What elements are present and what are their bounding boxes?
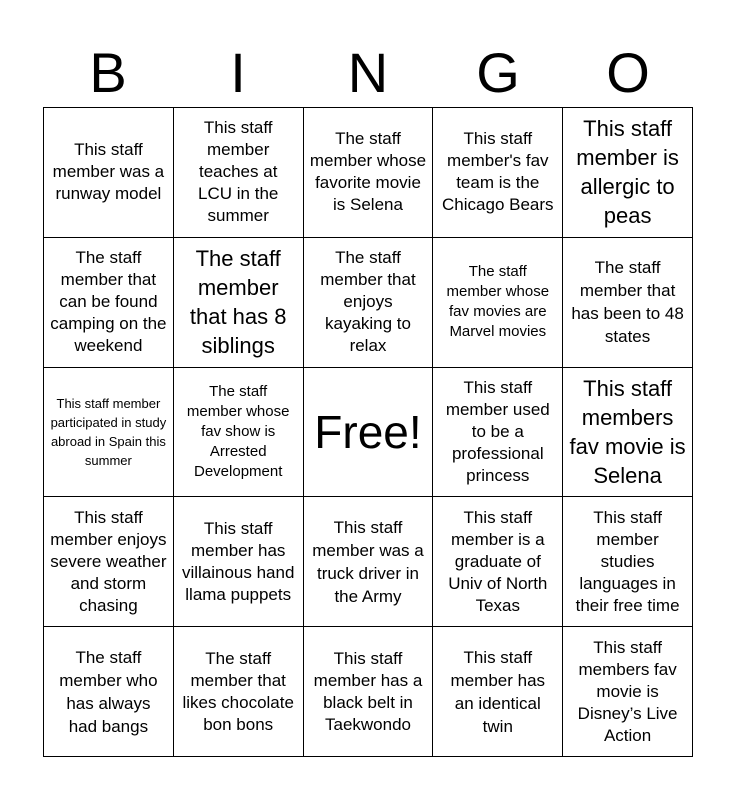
bingo-cell[interactable] [44, 238, 174, 368]
bingo-cell[interactable] [433, 627, 563, 757]
bingo-cell[interactable] [563, 108, 693, 238]
cell-text: The staff member who has always had bangs [59, 647, 158, 736]
bingo-cell[interactable] [563, 368, 693, 498]
bingo-cell[interactable] [563, 627, 693, 757]
cell-text: This staff member used to be a professional princess [445, 377, 550, 485]
cell-text: This staff members fav movie is Selena [569, 375, 686, 488]
bingo-cell[interactable] [304, 627, 434, 757]
bingo-cell[interactable] [433, 497, 563, 627]
cell-text: The staff member whose fav show is Arrested Development [186, 382, 290, 480]
cell-text: This staff member has villainous hand llama puppets [181, 518, 295, 604]
cell-text: The staff member that likes chocolate bon bons [182, 648, 294, 734]
header-letter-b: B [89, 41, 127, 104]
cell-text: This staff member is a graduate of Univ of North Texas [448, 507, 548, 615]
header-letter-o: O [606, 41, 650, 104]
cell-text: This staff member was a runway model [52, 140, 165, 204]
cell-text: This staff member has a black belt in Taekwondo [313, 648, 423, 734]
cell-text: The staff member that can be found camping on the weekend [50, 248, 167, 356]
cell-text: The staff member whose fav movies are Marvel movies [446, 263, 550, 341]
bingo-cell[interactable] [44, 368, 174, 498]
cell-text: The staff member whose favorite movie is Selena [309, 129, 427, 215]
bingo-cell[interactable] [563, 497, 693, 627]
cell-text: The staff member that enjoys kayaking to relax [320, 248, 416, 356]
bingo-cell[interactable] [433, 368, 563, 498]
header-letter-i: I [230, 41, 246, 104]
header-letter-n: N [347, 41, 389, 104]
bingo-header [43, 40, 693, 106]
cell-text: The staff member that has 8 siblings [189, 246, 287, 359]
cell-text: The staff member that has been to 48 states [571, 258, 684, 347]
cell-text: This staff members fav movie is Disney’s Live Action [577, 637, 678, 745]
bingo-cell[interactable] [433, 238, 563, 368]
cell-text: This staff member has an identical twin [450, 647, 546, 736]
bingo-cell[interactable] [44, 627, 174, 757]
free-space[interactable] [304, 368, 434, 498]
bingo-grid [43, 107, 693, 757]
bingo-cell[interactable] [44, 108, 174, 238]
cell-text: This staff member was a truck driver in the Army [312, 517, 424, 606]
cell-text: This staff member participated in study abroad in Spain this summer [50, 395, 167, 468]
bingo-cell[interactable] [304, 238, 434, 368]
bingo-cell[interactable] [304, 497, 434, 627]
bingo-cell[interactable] [563, 238, 693, 368]
bingo-cell[interactable] [174, 627, 304, 757]
cell-text: This staff member studies languages in their free time [575, 507, 680, 615]
cell-text: This staff member teaches at LCU in the summer [198, 118, 279, 226]
bingo-cell[interactable] [174, 238, 304, 368]
bingo-cell[interactable] [44, 497, 174, 627]
cell-text: This staff member is allergic to peas [576, 116, 679, 229]
cell-text: This staff member's fav team is the Chicago Bears [442, 129, 554, 215]
bingo-cell[interactable] [174, 497, 304, 627]
free-space-label: Free! [314, 405, 422, 458]
cell-text: This staff member enjoys severe weather and storm chasing [50, 507, 167, 615]
header-letter-g: G [476, 41, 520, 104]
bingo-cell[interactable] [174, 108, 304, 238]
bingo-cell[interactable] [304, 108, 434, 238]
bingo-cell[interactable] [433, 108, 563, 238]
bingo-cell[interactable] [174, 368, 304, 498]
